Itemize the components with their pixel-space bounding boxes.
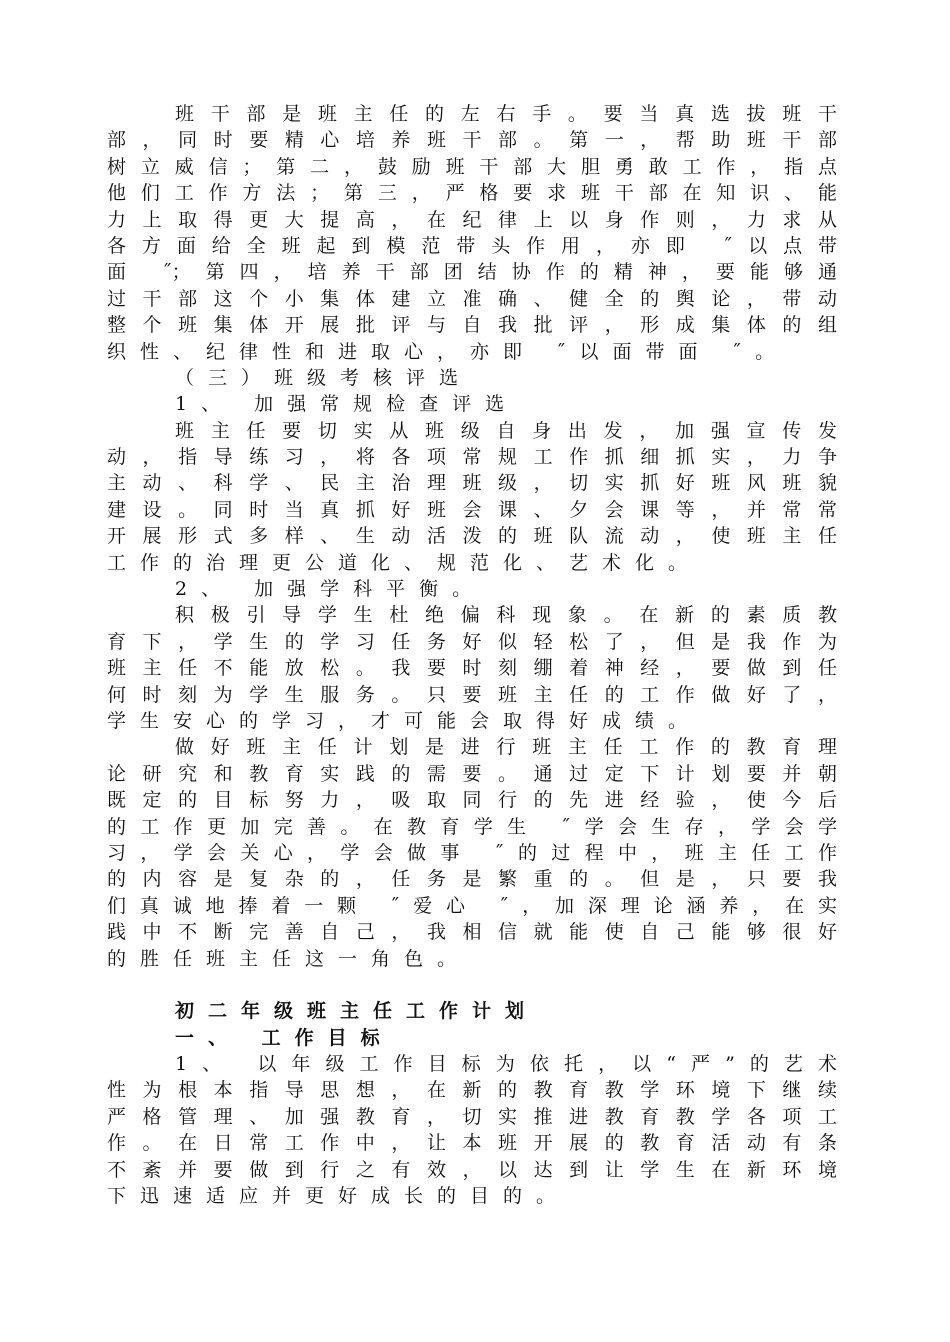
- text-line: 既定的目标努力，吸取同行的先进经验，使今后: [107, 789, 837, 812]
- text-line: 们真诚地捧着一颗 ˝爱心 ˝，加深理论涵养，在实: [107, 894, 837, 917]
- text-line: 各方面给全班起到模范带头作用，亦即 ˝以点带: [107, 234, 837, 257]
- text-line: 整个班集体开展批评与自我批评，形成集体的组: [107, 314, 837, 337]
- text-line: 动，指导练习，将各项常规工作抓细抓实，力争: [107, 446, 837, 469]
- text-line: 工作的治理更公道化、规范化、艺术化。: [107, 551, 702, 574]
- text-line: 论研究和教育实践的需要。通过定下计划要并朝: [107, 762, 837, 785]
- text-line: 力上取得更大提高，在纪律上以身作则，力求从: [107, 208, 837, 231]
- text-line: 的胜任班主任这一角色。: [107, 947, 471, 970]
- document-body: [107, 101, 837, 1209]
- text-line: 开展形式多样、生动活泼的班队流动，使班主任: [107, 525, 837, 548]
- text-line: 的工作更加完善。在教育学生 ˝学会生存，学会学: [107, 815, 837, 838]
- text-line: 作。在日常工作中，让本班开展的教育活动有条: [107, 1132, 837, 1155]
- text-line: 践中不断完善自己，我相信就能使自己能够很好: [107, 921, 837, 944]
- text-line: 何时刻为学生服务。只要班主任的工作做好了，: [107, 683, 837, 706]
- text-line: 他们工作方法；第三，严格要求班干部在知识、能: [107, 182, 837, 205]
- text-line: 性为根本指导思想，在新的教育教学环境下继续: [107, 1079, 837, 1102]
- text-line: 过干部这个小集体建立准确、健全的舆论，带动: [107, 287, 837, 310]
- text-line: 育下，学生的学习任务好似轻松了，但是我作为: [107, 630, 837, 653]
- text-line: 严格管理、加强教育，切实推进教育教学各项工: [107, 1105, 837, 1128]
- text-line: 1、 以年级工作目标为依托，以“严”的艺术: [175, 1053, 837, 1076]
- text-line: 下迅速适应并更好成长的目的。: [107, 1185, 570, 1208]
- text-line: （三）班级考核评选: [175, 366, 473, 389]
- text-line: 班主任要切实从班级自身出发，加强宣传发: [175, 419, 837, 442]
- text-line: 班干部是班主任的左右手。要当真选拔班干: [175, 103, 837, 125]
- text-line: 不紊并要做到行之有效，以达到让学生在新环境: [107, 1158, 837, 1181]
- text-line: 的内容是复杂的，任务是繁重的。但是，只要我: [107, 868, 837, 891]
- text-line: 班主任不能放松。我要时刻绷着神经，要做到任: [107, 657, 837, 680]
- text-line: 1、 加强常规检查评选: [175, 393, 519, 416]
- text-line: 积极引导学生杜绝偏科现象。在新的素质教: [175, 604, 837, 627]
- text-line: 建设。同时当真抓好班会课、夕会课等，并常常: [107, 498, 837, 521]
- text-line: 部，同时要精心培养班干部。第一，帮助班干部: [107, 129, 837, 152]
- text-line: 织性、纪律性和进取心，亦即 ˝以面带面 ˝。: [107, 340, 789, 363]
- section-heading-line: 初二年级班主任工作计划: [175, 1000, 539, 1023]
- text-line: 面 ˝；第四，培养干部团结协作的精神，要能够通: [107, 261, 837, 284]
- text-line: 做好班主任计划是进行班主任工作的教育理: [175, 736, 837, 759]
- blank-line: [107, 972, 837, 998]
- text-line: 主动、科学、民主治理班级，切实抓好班风班貌: [107, 472, 837, 495]
- text-line: 树立威信；第二，鼓励班干部大胆勇敢工作，指点: [107, 155, 837, 178]
- text-line: 学生安心的学习，才可能会取得好成绩。: [107, 709, 702, 732]
- text-line: 习，学会关心，学会做事 ˝的过程中，班主任工作: [107, 841, 837, 864]
- section-heading-line: 一、 工作目标: [175, 1026, 394, 1049]
- text-line: 2、 加强学科平衡。: [175, 578, 486, 601]
